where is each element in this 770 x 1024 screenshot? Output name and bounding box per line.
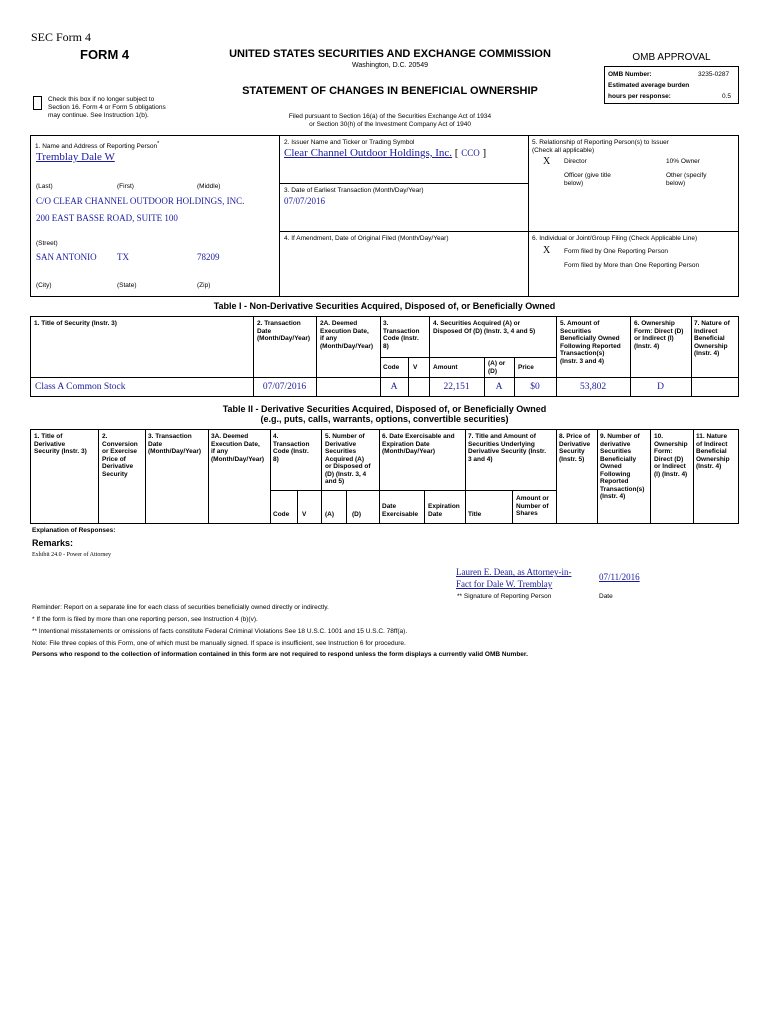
earliest-date-value: 07/07/2016: [284, 196, 326, 206]
t2-sub-code: Code: [273, 511, 290, 518]
no-longer-subject-checkbox[interactable]: [33, 96, 42, 110]
t2-sub-a: (A): [325, 511, 335, 518]
issuer-label: 2. Issuer Name and Ticker or Trading Symbol: [284, 139, 415, 146]
omb-number-value: 3235-0287: [698, 71, 730, 78]
t1-h4: 4. Securities Acquired (A) or Disposed Of (D) (Instr. 3, 4 and 5): [433, 320, 536, 335]
row-owned: 53,802: [579, 382, 607, 392]
amendment-label: 4. If Amendment, Date of Original Filed (Month/Day/Year): [284, 235, 449, 242]
t2-h3: 3. Transaction Date (Month/Day/Year): [148, 433, 202, 455]
t1-sub-v: V: [413, 364, 418, 371]
address-line-2: 200 EAST BASSE ROAD, SUITE 100: [36, 213, 178, 223]
earliest-date-label: 3. Date of Earliest Transaction (Month/Day/Year): [284, 187, 424, 194]
one-person-label: Form filed by One Reporting Person: [564, 248, 669, 255]
omb-approval-title: OMB APPROVAL: [632, 52, 711, 63]
middle-label: (Middle): [197, 183, 221, 190]
issuer-name-line: Clear Channel Outdoor Holdings, Inc. [ CCO ]: [284, 147, 487, 159]
street-label: (Street): [36, 240, 58, 247]
more-persons-label: Form filed by More than One Reporting Person: [564, 262, 700, 269]
row-amount: 22,151: [443, 382, 470, 392]
sec-form-label: SEC Form 4: [31, 30, 92, 44]
omb-hours-label: hours per response:: [608, 93, 671, 100]
issuer-ticker: CCO: [461, 148, 480, 158]
note-copies: Note: File three copies of this Form, one of which must be manually signed. If space is insufficient, see Instruction 6 for procedure.: [32, 640, 406, 647]
checkbox-text: Check this box if no longer subject to Section 16. Form 4 or Form 5 obligations may continue. See Instruction 1(b).: [48, 96, 166, 119]
issuer-name[interactable]: Clear Channel Outdoor Holdings, Inc.: [284, 147, 453, 159]
row-ad: A: [495, 382, 503, 392]
filing-label: 6. Individual or Joint/Group Filing (Check Applicable Line): [532, 235, 698, 242]
t1-h7: 7. Nature of Indirect Beneficial Ownership (Instr. 4): [694, 320, 730, 357]
zip-value: 78209: [197, 252, 220, 262]
t2-sub-expiration: Expiration Date: [428, 503, 460, 518]
table2-title: Table II - Derivative Securities Acquired, Disposed of, or Beneficially Owned (e.g., puts, calls, warrants, options, convertible securities): [222, 404, 547, 424]
statement-title: STATEMENT OF CHANGES IN BENEFICIAL OWNERSHIP: [242, 85, 538, 97]
t1-sub-code: Code: [383, 364, 400, 371]
t2-sub-v: V: [302, 511, 307, 518]
first-label: (First): [117, 183, 134, 190]
t2-h10: 10. Ownership Form: Direct (D) or Indirect (I) (Instr. 4): [654, 433, 688, 478]
explanation-heading: Explanation of Responses:: [32, 527, 116, 534]
last-label: (Last): [36, 183, 53, 190]
address-line-1: C/O CLEAR CHANNEL OUTDOOR HOLDINGS, INC.: [36, 196, 245, 206]
one-person-check[interactable]: X: [543, 245, 551, 256]
other-label: Other (specify below): [666, 172, 707, 187]
commission-title: UNITED STATES SECURITIES AND EXCHANGE COMMISSION: [229, 48, 551, 60]
filed-pursuant: Filed pursuant to Section 16(a) of the Securities Exchange Act of 1934 or Section 30(h) of the Investment Company Act of 1940: [288, 113, 492, 128]
table1-title: Table I - Non-Derivative Securities Acquired, Disposed of, or Beneficially Owned: [213, 301, 556, 311]
note-multiple-persons: * If the form is filed by more than one reporting person, see Instruction 4 (b)(v).: [32, 616, 258, 623]
t2-h1: 1. Title of Derivative Security (Instr. 3): [34, 433, 87, 455]
commission-location: Washington, D.C. 20549: [351, 62, 428, 69]
officer-label: Officer (give title below): [564, 172, 611, 187]
t1-h6: 6. Ownership Form: Direct (D) or Indirect (I) (Instr. 4): [634, 320, 684, 350]
reporting-person-name[interactable]: Tremblay Dale W: [36, 151, 115, 163]
t2-h9: 9. Number of derivative Securities Beneficially Owned Following Reported Transaction(s) (Instr. 4): [600, 433, 645, 500]
omb-number-label: OMB Number:: [608, 71, 652, 78]
zip-label: (Zip): [197, 282, 211, 289]
t2-sub-amount: Amount or Number of Shares: [516, 495, 549, 517]
row-price: $0: [530, 382, 540, 392]
t1-sub-price: Price: [518, 364, 534, 371]
ten-percent-label: 10% Owner: [666, 158, 700, 165]
t2-h8: 8. Price of Derivative Security (Instr. 5): [559, 433, 591, 463]
t1-h3: 3. Transaction Code (Instr. 8): [383, 320, 420, 350]
t1-sub-ad: (A) or (D): [488, 360, 506, 375]
form-title: FORM 4: [80, 47, 130, 62]
t1-h2: 2. Transaction Date (Month/Day/Year): [257, 320, 311, 342]
remarks-exhibit: Exhibit 24.0 - Power of Attorney: [32, 552, 111, 558]
row-form: D: [657, 382, 664, 392]
row-code: A: [390, 382, 398, 392]
remarks-heading: Remarks:: [32, 538, 74, 548]
t2-h4: 4. Transaction Code (Instr. 8): [273, 433, 310, 463]
city-label: (City): [36, 282, 52, 289]
t2-h2: 2. Conversion or Exercise Price of Derivative Security: [102, 433, 138, 478]
t1-h5: 5. Amount of Securities Beneficially Owned Following Reported Transaction(s) (Instr. 3 and 4): [560, 320, 621, 365]
t1-h2a: 2A. Deemed Execution Date, if any (Month/Day/Year): [320, 320, 374, 350]
t2-h5: 5. Number of Derivative Securities Acquired (A) or Disposed of (D) (Instr. 3, 4 and 5): [325, 433, 371, 485]
t2-h11: 11. Nature of Indirect Beneficial Ownership (Instr. 4): [696, 433, 730, 470]
state-value: TX: [117, 252, 129, 262]
signature[interactable]: Lauren E. Dean, as Attorney-in- Fact for Dale W. Tremblay: [456, 567, 572, 589]
t1-sub-amount: Amount: [433, 364, 458, 371]
row-date: 07/07/2016: [262, 382, 307, 392]
row-title: Class A Common Stock: [35, 382, 126, 392]
director-check[interactable]: X: [543, 156, 551, 167]
t2-sub-title: Title: [468, 511, 482, 518]
note-omb: Persons who respond to the collection of information contained in this form are not required to respond unless the form displays a currently valid OMB Number.: [32, 651, 528, 658]
signature-date: 07/11/2016: [599, 572, 640, 582]
reporting-person-label: 1. Name and Address of Reporting Person*: [35, 141, 160, 151]
director-label: Director: [564, 158, 587, 165]
omb-hours-value: 0.5: [722, 93, 732, 100]
signature-label: ** Signature of Reporting Person: [457, 593, 552, 600]
city-value: SAN ANTONIO: [36, 252, 97, 262]
t1-h1: 1. Title of Security (Instr. 3): [34, 320, 117, 327]
t2-h6: 6. Date Exercisable and Expiration Date (Month/Day/Year): [382, 433, 455, 455]
reminder: Reminder: Report on a separate line for each class of securities beneficially owned directly or indirectly.: [32, 604, 329, 611]
t2-h7: 7. Title and Amount of Securities Underlying Derivative Security (Instr. 3 and 4): [468, 433, 547, 463]
t2-sub-d: (D): [352, 511, 362, 518]
date-label: Date: [599, 593, 613, 600]
omb-burden-label: Estimated average burden: [608, 82, 690, 89]
state-label: (State): [117, 282, 137, 289]
t2-h3a: 3A. Deemed Execution Date, if any (Month/Day/Year): [211, 433, 265, 463]
relationship-label: 5. Relationship of Reporting Person(s) to Issuer (Check all applicable): [532, 139, 669, 154]
note-misstatements: ** Intentional misstatements or omissions of facts constitute Federal Criminal Violations See 18 U.S.C. 1001 and 15 U.S.C. 78ff(a).: [32, 628, 408, 635]
t2-sub-exercisable: Date Exercisable: [382, 503, 419, 518]
